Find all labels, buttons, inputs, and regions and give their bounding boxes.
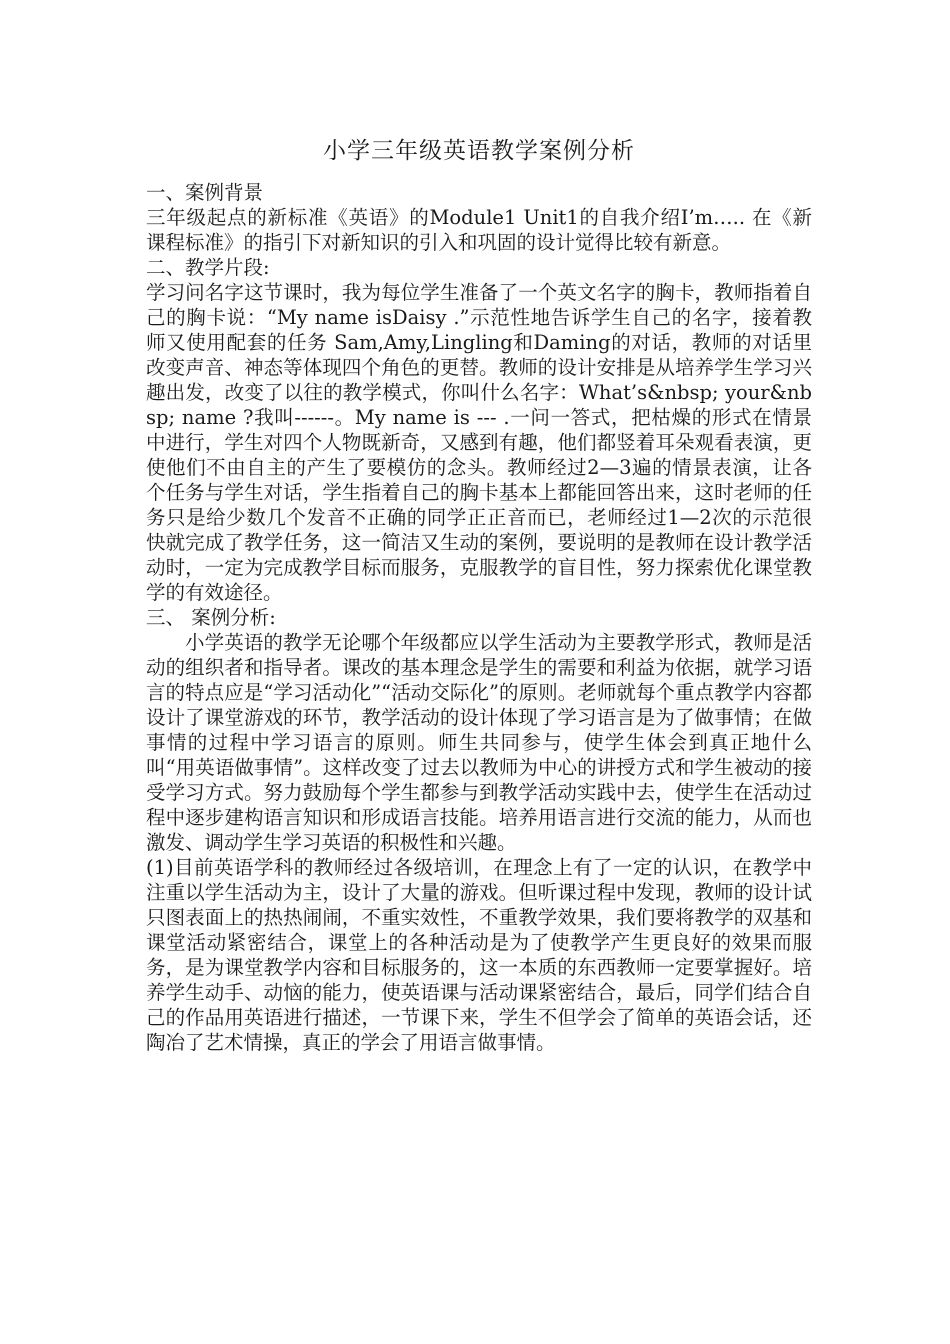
section-heading-case-analysis: 三、 案例分析: [146,606,276,629]
section-heading-teaching-segment: 二、教学片段: [146,256,270,279]
case-analysis-paragraph: 小学英语的教学无论哪个年级都应以学生活动为主要教学形式，教师是活动的组织者和指导者。课改的基本理念是学生的需要和利益为依据，就学习语言的特点应是“学习活动化”“活动交际化”的原则。老师就每个重点教学内容都设计了课堂游戏的环节，教学活动的设计体现了学习语言是为了做事情；在做事情的过程中学习语言的原则。师生共同参与，使学生体会到真正地什么叫“用英语做事情”。这样改变了过去以教师为中心的讲授方式和学生被动的接受学习方式。努力鼓励每个学生都参与到教学活动实践中去，使学生在活动过程中逐步建构语言知识和形成语言技能。培养用语言进行交流的能力，从而也激发、调动学生学习英语的积极性和兴趣。 [146,631,812,854]
document-page [146,128,812,1055]
teaching-segment-paragraph: 学习问名字这节课时，我为每位学生准备了一个英文名字的胸卡，教师指着自己的胸卡说：“My name isDaisy .”示范性地告诉学生自己的名字，接着教师又使用配套的任务 Sam,Amy,Lingling和Daming的对话，教师的对话里改变声音、神态等体现四个角色的更替。教师的设计安排是从培养学生学习兴趣出发，改变了以往的教学模式，你叫什么名字：What’s&nbsp; your&nbsp; name ?我叫------。My name is --- .一问一答式，把枯燥的形式在情景中进行，学生对四个人物既新奇，又感到有趣，他们都竖着耳朵观看表演，更使他们不由自主的产生了要模仿的念头。教师经过2—3遍的情景表演，让各个任务与学生对话，学生指着自己的胸卡基本上都能回答出来，这时老师的任务只是给少数几个发音不正确的同学正正音而已，老师经过1—2次的示范很快就完成了教学任务，这一简洁又生动的案例，要说明的是教师在设计教学活动时，一定为完成教学目标而服务，克服教学的盲目性，努力探索优化课堂教学的有效途径。 [146,281,812,604]
document-title: 小学三年级英语教学案例分析 [323,138,635,164]
analysis-point-1: (1)目前英语学科的教师经过各级培训，在理念上有了一定的认识，在教学中注重以学生活动为主，设计了大量的游戏。但听课过程中发现，教师的设计试只图表面上的热热闹闹，不重实效性，不重教学效果，我们要将教学的双基和课堂活动紧密结合，课堂上的各种活动是为了使教学产生更良好的效果而服务，是为课堂教学内容和目标服务的，这一本质的东西教师一定要掌握好。培养学生动手、动恼的能力，使英语课与活动课紧密结合，最后，同学们结合自己的作品用英语进行描述，一节课下来，学生不但学会了简单的英语会话，还陶冶了艺术情操，真正的学会了用语言做事情。 [146,856,812,1054]
section-heading-background: 一、案例背景 [146,181,264,204]
background-paragraph: 三年级起点的新标准《英语》的Module1 Unit1的自我介绍I’m….. 在《新课程标准》的指引下对新知识的引入和巩固的设计觉得比较有新意。 [146,206,812,254]
